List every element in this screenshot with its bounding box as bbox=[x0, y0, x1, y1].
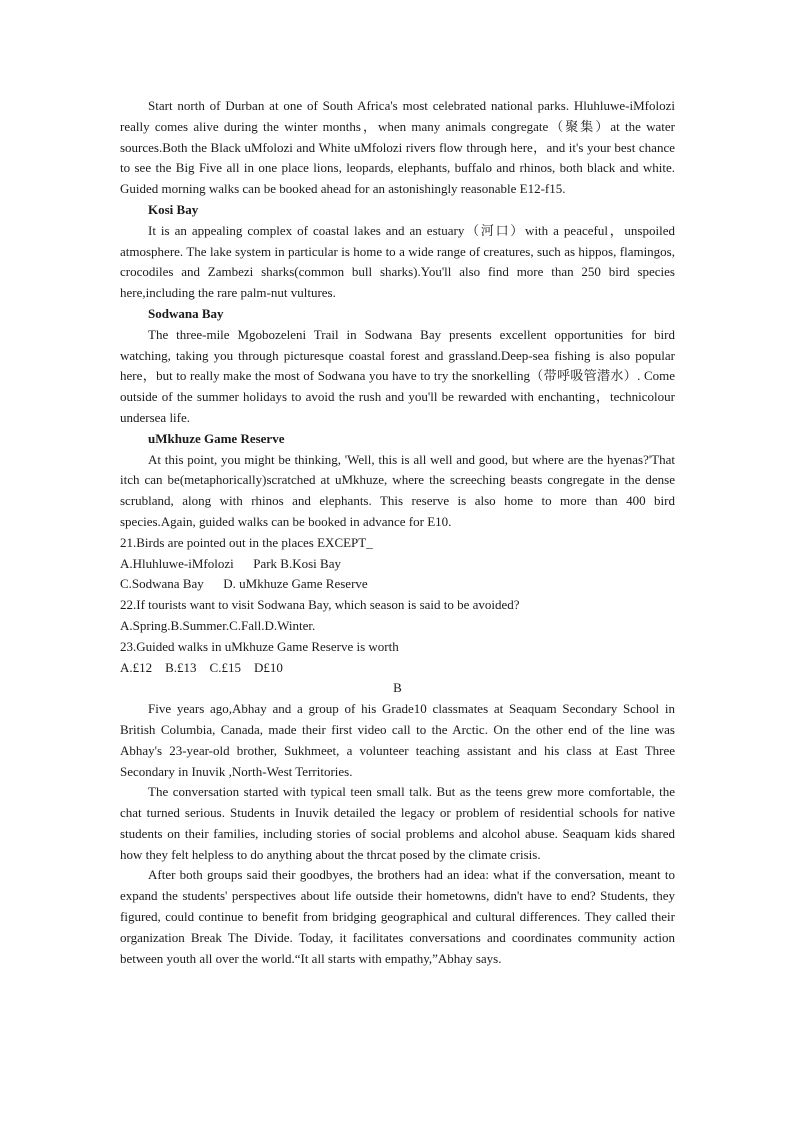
question-23-options: A.£12 B.£13 C.£15 D£10 bbox=[120, 659, 283, 675]
document-page bbox=[120, 96, 675, 969]
passage-b-label: B bbox=[393, 680, 402, 696]
question-21-options-ab: A.Hluhluwe-iMfolozi Park B.Kosi Bay bbox=[120, 555, 341, 571]
section-text-sodwana-bay: The three-mile Mgobozeleni Trail in Sodwana Bay presents excellent opportunities for bird watching, taking you through picturesque coastal forest and grassland.Deep-sea fishing is also popular here，but to really make the most of Sodwana you have to try the snorkelling（带呼吸管潜水）. Come outside of the summer holidays to avoid the rush and you'll be rewarded with enchanting，technicolour undersea life. bbox=[120, 326, 675, 425]
question-23: 23.Guided walks in uMkhuze Game Reserve is worth bbox=[120, 638, 399, 654]
passage-b-paragraph-3: After both groups said their goodbyes, the brothers had an idea: what if the conversation, meant to expand the students' perspectives about life outside their hometowns, didn't have to end? Students, they figured, could continue to benefit from bridging geographical and cultural differences. They called their organization Break The Divide. Today, it facilitates conversations and coordinates community action between youth all over the world.“It all starts with empathy,”Abhay says. bbox=[120, 867, 675, 966]
question-22-options: A.Spring.B.Summer.C.Fall.D.Winter. bbox=[120, 617, 316, 633]
section-heading-umkhuze: uMkhuze Game Reserve bbox=[148, 430, 285, 446]
question-22: 22.If tourists want to visit Sodwana Bay, which season is said to be avoided? bbox=[120, 597, 520, 613]
question-21-options-cd: C.Sodwana Bay D. uMkhuze Game Reserve bbox=[120, 576, 368, 592]
section-heading-kosi-bay: Kosi Bay bbox=[148, 201, 199, 217]
passage-b-paragraph-2: The conversation started with typical teen small talk. But as the teens grew more comfortable, the chat turned serious. Students in Inuvik detailed the legacy or problem of residential schools for native students on their families, including stories of social problems and alcohol abuse. Seaquam kids shared how they felt helpless to do anything about the thrcat posed by the climate crisis. bbox=[120, 784, 675, 862]
section-text-umkhuze: At this point, you might be thinking, 'Well, this is all well and good, but where are the hyenas?'That itch can be(metaphorically)scratched at uMkhuze, where the screeching beasts congregate in the dense scrubland, along with rhinos and elephants. This reserve is also home to more than 400 bird species.Again, guided walks can be booked in advance for E10. bbox=[120, 451, 675, 529]
question-21: 21.Birds are pointed out in the places EXCEPT_ bbox=[120, 534, 373, 550]
intro-paragraph: Start north of Durban at one of South Africa's most celebrated national parks. Hluhluwe-iMfolozi really comes alive during the winter months，when many animals congregate（聚集）at the water sources.Both the Black uMfolozi and White uMfolozi rivers flow through here，and it's your best chance to see the Big Five all in one place lions, leopards, elephants, buffalo and rhinos, both black and white. Guided morning walks can be booked ahead for an astonishingly reasonable E12-f15. bbox=[120, 98, 675, 197]
passage-b-paragraph-1: Five years ago,Abhay and a group of his Grade10 classmates at Seaquam Secondary School in British Columbia, Canada, made their first video call to the Arctic. On the other end of the line was Abhay's 23-year-old brother, Sukhmeet, a volunteer teaching assistant and his class at East Three Secondary in Inuvik ,North-West Territories. bbox=[120, 701, 675, 779]
section-heading-sodwana-bay: Sodwana Bay bbox=[148, 305, 224, 321]
section-text-kosi-bay: It is an appealing complex of coastal lakes and an estuary（河口）with a peaceful，unspoiled atmosphere. The lake system in particular is home to a wide range of creatures, such as hippos, flamingos, crocodiles and Zambezi sharks(common bull sharks).You'll also find more than 250 bird species here,including the rare palm-nut vultures. bbox=[120, 222, 675, 301]
